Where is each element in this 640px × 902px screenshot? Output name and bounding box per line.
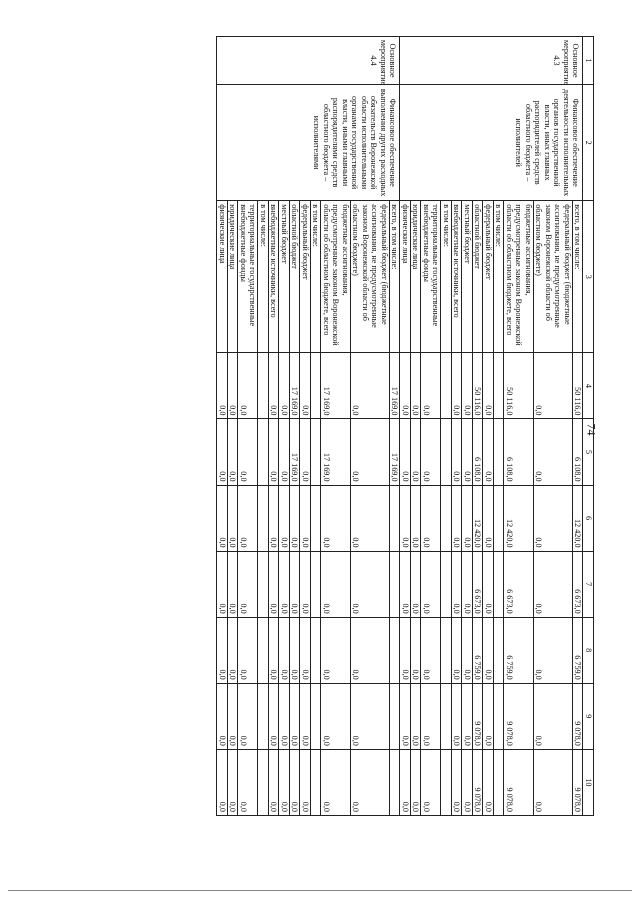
- table-body: [217, 37, 583, 816]
- amount-cell: 0,0: [269, 683, 280, 749]
- amount-cell: 0,0: [411, 617, 422, 683]
- header-cell: 8: [583, 617, 594, 683]
- header-cell: 9: [583, 683, 594, 749]
- amount-cell: 0,0: [411, 683, 422, 749]
- amount-cell: [390, 485, 401, 551]
- amount-cell: 0,0: [351, 353, 390, 419]
- amount-cell: 0,0: [228, 485, 239, 551]
- amount-cell: 0,0: [217, 353, 228, 419]
- amount-cell: [441, 617, 452, 683]
- source-label-cell: всего, в том числе:: [573, 201, 584, 353]
- amount-cell: 0,0: [228, 551, 239, 617]
- amount-cell: [258, 749, 269, 815]
- amount-cell: 0,0: [269, 551, 280, 617]
- amount-cell: 0,0: [228, 419, 239, 485]
- amount-cell: 12 420,0: [573, 485, 584, 551]
- amount-cell: 0,0: [290, 617, 301, 683]
- amount-cell: 0,0: [269, 485, 280, 551]
- amount-cell: 0,0: [238, 749, 258, 815]
- measure-code-cell: Основное мероприятие 4.4: [217, 37, 400, 85]
- amount-cell: [311, 749, 322, 815]
- amount-cell: [494, 551, 505, 617]
- amount-cell: 0,0: [483, 749, 494, 815]
- amount-cell: 0,0: [411, 749, 422, 815]
- amount-cell: [441, 683, 452, 749]
- amount-cell: 0,0: [483, 353, 494, 419]
- amount-cell: 0,0: [534, 419, 573, 485]
- source-label-cell: физические лица: [400, 201, 411, 353]
- amount-cell: 0,0: [279, 749, 290, 815]
- amount-cell: 0,0: [483, 683, 494, 749]
- amount-cell: [441, 485, 452, 551]
- amount-cell: 0,0: [238, 551, 258, 617]
- amount-cell: 0,0: [421, 419, 441, 485]
- amount-cell: 0,0: [269, 353, 280, 419]
- header-row: [583, 37, 594, 816]
- amount-cell: 0,0: [238, 617, 258, 683]
- amount-cell: 0,0: [228, 749, 239, 815]
- amount-cell: [311, 485, 322, 551]
- amount-cell: 0,0: [351, 485, 390, 551]
- amount-cell: 0,0: [269, 419, 280, 485]
- amount-cell: 0,0: [483, 419, 494, 485]
- amount-cell: 6 759,0: [504, 617, 534, 683]
- amount-cell: 0,0: [217, 551, 228, 617]
- amount-cell: 0,0: [400, 419, 411, 485]
- amount-cell: 12 420,0: [473, 485, 484, 551]
- amount-cell: 0,0: [534, 749, 573, 815]
- amount-cell: 6 673,0: [504, 551, 534, 617]
- header-cell: 2: [583, 85, 594, 201]
- amount-cell: 6 673,0: [573, 551, 584, 617]
- amount-cell: 0,0: [217, 683, 228, 749]
- amount-cell: [311, 353, 322, 419]
- amount-cell: 17 169,0: [390, 419, 401, 485]
- amount-cell: [258, 551, 269, 617]
- amount-cell: 0,0: [228, 683, 239, 749]
- source-label-cell: местный бюджет: [462, 201, 473, 353]
- source-label-cell: территориальные государственные внебюджетные фонды: [238, 201, 258, 353]
- amount-cell: [390, 617, 401, 683]
- source-label-cell: федеральный бюджет (бюджетные ассигнования, не предусмотренные законом Воронежской области об областном бюджете): [351, 201, 390, 353]
- amount-cell: 0,0: [321, 485, 351, 551]
- header-cell: 6: [583, 485, 594, 551]
- header-cell: 1: [583, 37, 594, 85]
- amount-cell: [494, 353, 505, 419]
- amount-cell: 0,0: [421, 353, 441, 419]
- amount-cell: 0,0: [300, 353, 311, 419]
- source-label-cell: юридические лица: [411, 201, 422, 353]
- source-label-cell: областной бюджет: [473, 201, 484, 353]
- amount-cell: 50 116,0: [473, 353, 484, 419]
- amount-cell: 0,0: [279, 683, 290, 749]
- amount-cell: [258, 353, 269, 419]
- measure-code-cell: Основное мероприятие 4.3: [400, 37, 583, 85]
- amount-cell: 6 759,0: [473, 617, 484, 683]
- source-label-cell: бюджетные ассигнования, предусмотренные законом Воронежской области об областном бюджете, всего: [504, 201, 534, 353]
- amount-cell: 0,0: [279, 485, 290, 551]
- amount-cell: 0,0: [534, 551, 573, 617]
- amount-cell: 0,0: [279, 419, 290, 485]
- amount-cell: [258, 683, 269, 749]
- amount-cell: 0,0: [452, 683, 463, 749]
- amount-cell: [390, 683, 401, 749]
- amount-cell: 9 078,0: [504, 749, 534, 815]
- amount-cell: 0,0: [400, 551, 411, 617]
- source-label-cell: внебюджетные источники, всего: [269, 201, 280, 353]
- amount-cell: 0,0: [269, 617, 280, 683]
- source-label-cell: юридические лица: [228, 201, 239, 353]
- amount-cell: 0,0: [483, 485, 494, 551]
- amount-cell: 0,0: [452, 749, 463, 815]
- amount-cell: [258, 617, 269, 683]
- page-number: 74: [584, 423, 599, 436]
- amount-cell: 0,0: [400, 485, 411, 551]
- amount-cell: 0,0: [421, 551, 441, 617]
- amount-cell: 0,0: [300, 683, 311, 749]
- source-label-cell: федеральный бюджет (бюджетные ассигнования, не предусмотренные законом Воронежской области об областном бюджете): [534, 201, 573, 353]
- amount-cell: 0,0: [321, 749, 351, 815]
- amount-cell: 0,0: [400, 749, 411, 815]
- amount-cell: 0,0: [462, 551, 473, 617]
- source-label-cell: федеральный бюджет: [483, 201, 494, 353]
- amount-cell: 17 169,0: [390, 353, 401, 419]
- measure-title-cell: Финансовое обеспечение выполнения других расходных обязательств Воронежской области исполнительными органами государственной власти, иными главными распорядителями средств областного бюджета – исполнителями: [217, 85, 400, 201]
- amount-cell: 0,0: [462, 683, 473, 749]
- amount-cell: 0,0: [300, 551, 311, 617]
- table-row: [390, 37, 401, 816]
- amount-cell: 0,0: [534, 683, 573, 749]
- amount-cell: 0,0: [534, 617, 573, 683]
- amount-cell: 0,0: [400, 683, 411, 749]
- source-label-cell: территориальные государственные внебюджетные фонды: [421, 201, 441, 353]
- amount-cell: 17 169,0: [321, 353, 351, 419]
- amount-cell: [441, 551, 452, 617]
- amount-cell: 9 078,0: [573, 683, 584, 749]
- header-cell: 3: [583, 201, 594, 353]
- amount-cell: 0,0: [462, 617, 473, 683]
- amount-cell: 12 420,0: [504, 485, 534, 551]
- amount-cell: [441, 419, 452, 485]
- amount-cell: 9 078,0: [473, 683, 484, 749]
- header-cell: 7: [583, 551, 594, 617]
- rotated-table-container: [80, 36, 594, 816]
- amount-cell: 6 673,0: [473, 551, 484, 617]
- amount-cell: [494, 419, 505, 485]
- amount-cell: 0,0: [228, 617, 239, 683]
- source-label-cell: физические лица: [217, 201, 228, 353]
- amount-cell: 0,0: [400, 617, 411, 683]
- amount-cell: [311, 551, 322, 617]
- table-row: [573, 37, 584, 816]
- amount-cell: [390, 551, 401, 617]
- amount-cell: [258, 419, 269, 485]
- amount-cell: 6 108,0: [573, 419, 584, 485]
- amount-cell: 0,0: [300, 485, 311, 551]
- amount-cell: [311, 617, 322, 683]
- amount-cell: 0,0: [483, 617, 494, 683]
- header-cell: 4: [583, 353, 594, 419]
- amount-cell: 0,0: [228, 353, 239, 419]
- amount-cell: [494, 617, 505, 683]
- amount-cell: 0,0: [421, 485, 441, 551]
- amount-cell: 0,0: [462, 749, 473, 815]
- amount-cell: 0,0: [452, 485, 463, 551]
- amount-cell: 0,0: [421, 749, 441, 815]
- amount-cell: [494, 485, 505, 551]
- amount-cell: [311, 419, 322, 485]
- amount-cell: 0,0: [217, 419, 228, 485]
- amount-cell: 0,0: [351, 749, 390, 815]
- amount-cell: 50 116,0: [504, 353, 534, 419]
- amount-cell: 0,0: [351, 419, 390, 485]
- amount-cell: 0,0: [279, 353, 290, 419]
- source-label-cell: областной бюджет: [290, 201, 301, 353]
- amount-cell: [494, 749, 505, 815]
- amount-cell: 0,0: [300, 617, 311, 683]
- amount-cell: [441, 749, 452, 815]
- amount-cell: 0,0: [411, 419, 422, 485]
- amount-cell: 0,0: [238, 353, 258, 419]
- amount-cell: 0,0: [462, 353, 473, 419]
- source-label-cell: в том числе:: [441, 201, 452, 353]
- amount-cell: 0,0: [238, 683, 258, 749]
- amount-cell: 0,0: [452, 551, 463, 617]
- amount-cell: 0,0: [411, 353, 422, 419]
- amount-cell: 0,0: [290, 551, 301, 617]
- amount-cell: [258, 485, 269, 551]
- source-label-cell: всего, в том числе:: [390, 201, 401, 353]
- amount-cell: 0,0: [321, 551, 351, 617]
- amount-cell: 0,0: [421, 617, 441, 683]
- amount-cell: 0,0: [217, 749, 228, 815]
- source-label-cell: федеральный бюджет: [300, 201, 311, 353]
- header-cell: 5: [583, 419, 594, 485]
- amount-cell: 9 078,0: [473, 749, 484, 815]
- amount-cell: 50 116,0: [573, 353, 584, 419]
- amount-cell: 0,0: [300, 419, 311, 485]
- source-label-cell: местный бюджет: [279, 201, 290, 353]
- amount-cell: 0,0: [321, 683, 351, 749]
- amount-cell: 0,0: [351, 617, 390, 683]
- amount-cell: 9 078,0: [504, 683, 534, 749]
- amount-cell: 0,0: [483, 551, 494, 617]
- amount-cell: 6 759,0: [573, 617, 584, 683]
- amount-cell: 0,0: [462, 419, 473, 485]
- amount-cell: 0,0: [290, 485, 301, 551]
- bottom-rule: [8, 890, 632, 891]
- amount-cell: 6 108,0: [473, 419, 484, 485]
- amount-cell: 0,0: [238, 485, 258, 551]
- amount-cell: 0,0: [300, 749, 311, 815]
- funding-table: [217, 36, 595, 816]
- amount-cell: 6 108,0: [504, 419, 534, 485]
- amount-cell: 0,0: [351, 683, 390, 749]
- amount-cell: [494, 683, 505, 749]
- amount-cell: 0,0: [411, 551, 422, 617]
- source-label-cell: внебюджетные источники, всего: [452, 201, 463, 353]
- header-cell: 10: [583, 749, 594, 815]
- amount-cell: 0,0: [217, 485, 228, 551]
- amount-cell: 0,0: [452, 617, 463, 683]
- amount-cell: 17 169,0: [321, 419, 351, 485]
- measure-title-cell: Финансовое обеспечение деятельности исполнительных органов государственной власти, иных главных распорядителей средств областного бюджета – исполнителей: [400, 85, 583, 201]
- amount-cell: 0,0: [279, 617, 290, 683]
- source-label-cell: в том числе:: [311, 201, 322, 353]
- amount-cell: [390, 749, 401, 815]
- amount-cell: 0,0: [279, 551, 290, 617]
- amount-cell: 0,0: [351, 551, 390, 617]
- amount-cell: 17 169,0: [290, 419, 301, 485]
- amount-cell: [441, 353, 452, 419]
- amount-cell: 0,0: [462, 485, 473, 551]
- amount-cell: 0,0: [452, 419, 463, 485]
- amount-cell: 0,0: [290, 749, 301, 815]
- amount-cell: 0,0: [321, 617, 351, 683]
- amount-cell: 0,0: [421, 683, 441, 749]
- amount-cell: [311, 683, 322, 749]
- amount-cell: 0,0: [290, 683, 301, 749]
- amount-cell: 9 078,0: [573, 749, 584, 815]
- amount-cell: 0,0: [534, 485, 573, 551]
- source-label-cell: в том числе:: [258, 201, 269, 353]
- amount-cell: 17 169,0: [290, 353, 301, 419]
- amount-cell: 0,0: [400, 353, 411, 419]
- amount-cell: 0,0: [411, 485, 422, 551]
- amount-cell: 0,0: [217, 617, 228, 683]
- amount-cell: 0,0: [534, 353, 573, 419]
- source-label-cell: бюджетные ассигнования, предусмотренные законом Воронежской области об областном бюджете, всего: [321, 201, 351, 353]
- amount-cell: 0,0: [238, 419, 258, 485]
- amount-cell: 0,0: [452, 353, 463, 419]
- amount-cell: 0,0: [269, 749, 280, 815]
- source-label-cell: в том числе:: [494, 201, 505, 353]
